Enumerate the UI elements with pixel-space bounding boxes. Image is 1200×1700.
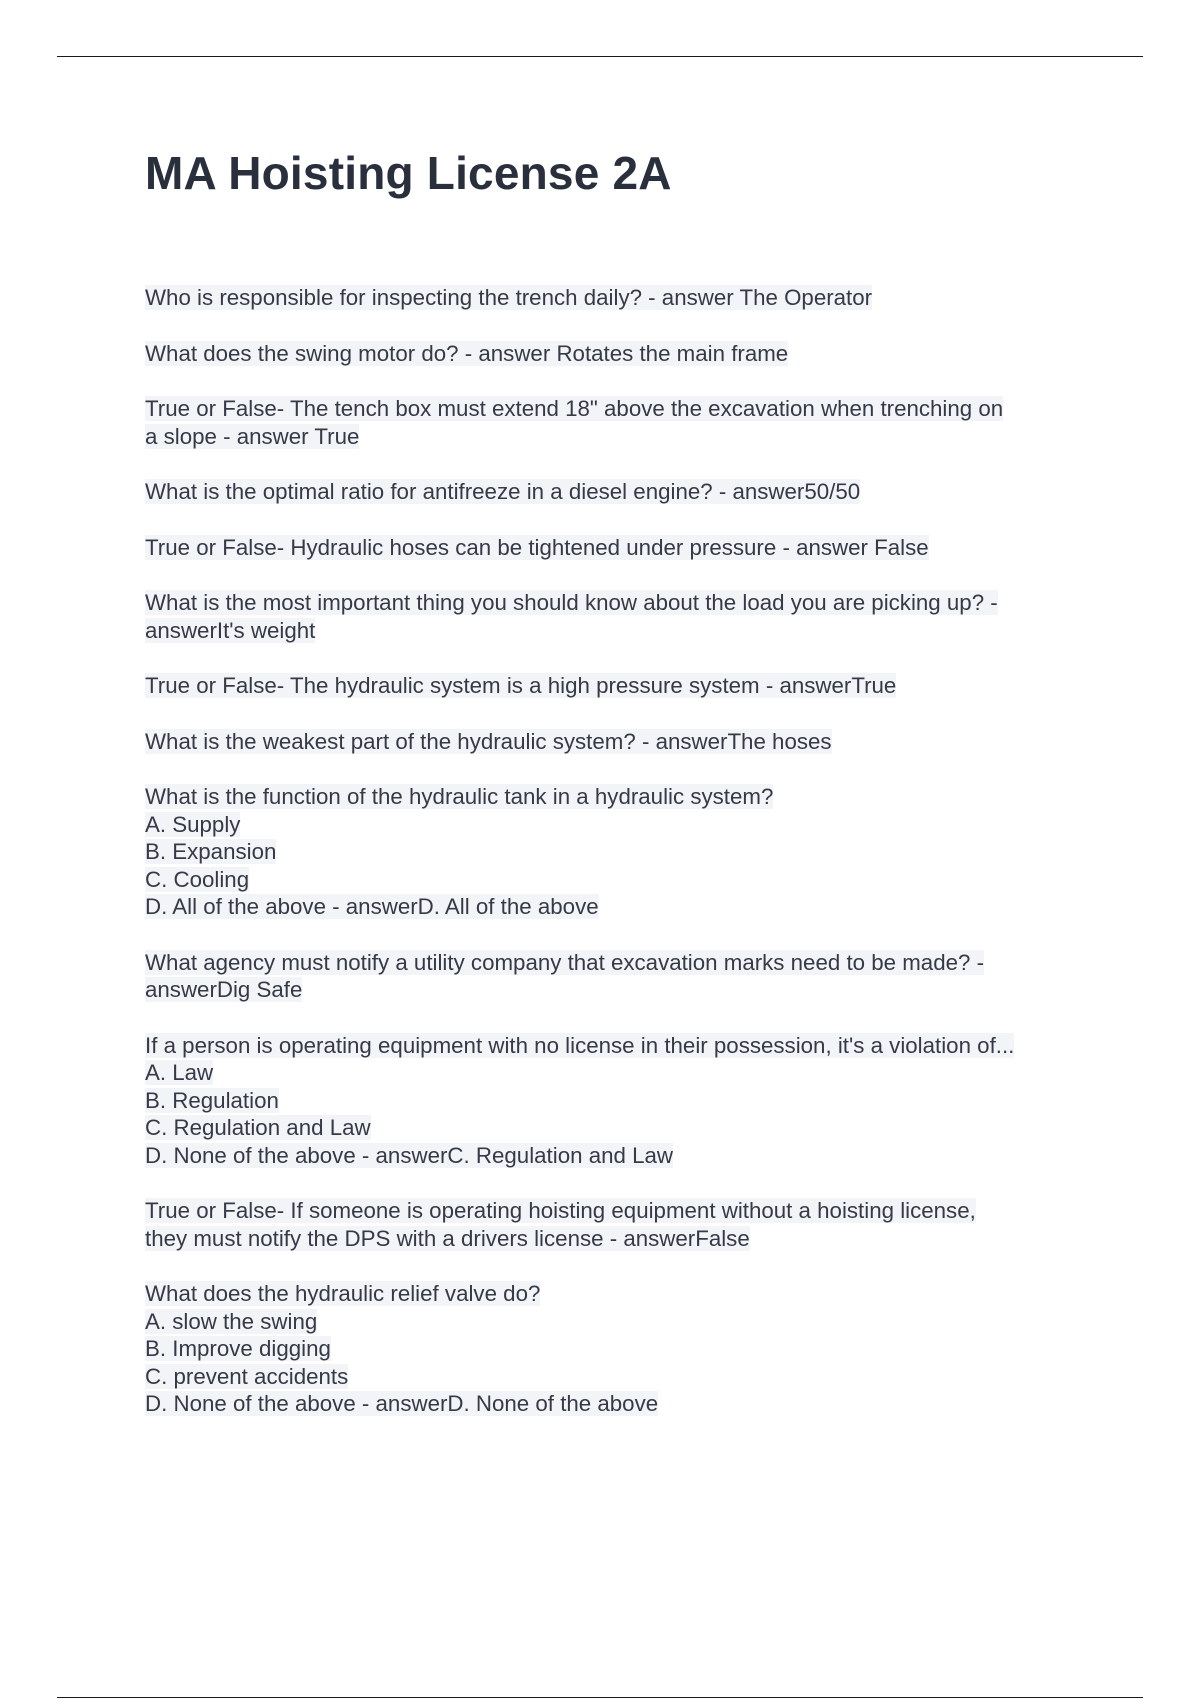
qa-item xyxy=(145,728,1100,756)
qa-line xyxy=(145,1390,1100,1418)
qa-line-text: a slope - answer True xyxy=(145,423,360,449)
qa-line xyxy=(145,284,1100,312)
qa-line-text: B. Expansion xyxy=(145,839,277,864)
qa-line-text: A. Supply xyxy=(145,811,241,837)
qa-line xyxy=(145,423,1100,451)
qa-item xyxy=(145,478,1100,506)
qa-line-text: D. All of the above - answerD. All of the above xyxy=(145,894,599,919)
qa-line-text: What is the most important thing you should know about the load you are picking up? - xyxy=(145,590,998,615)
qa-item xyxy=(145,1032,1100,1170)
qa-line-text: What does the swing motor do? - answer Rotates the main frame xyxy=(145,340,789,366)
qa-line xyxy=(145,866,1100,894)
qa-line xyxy=(145,1059,1100,1087)
qa-line xyxy=(145,1335,1100,1363)
qa-line-text: Who is responsible for inspecting the trench daily? - answer The Operator xyxy=(145,285,873,310)
qa-line xyxy=(145,478,1100,506)
qa-line xyxy=(145,340,1100,368)
qa-line-text: True or False- Hydraulic hoses can be tightened under pressure - answer False xyxy=(145,534,929,560)
qa-line xyxy=(145,1087,1100,1115)
qa-line-text: C. Regulation and Law xyxy=(145,1115,371,1140)
qa-line-text: What is the weakest part of the hydraulic system? - answerThe hoses xyxy=(145,728,832,754)
qa-line-text: What is the function of the hydraulic tank in a hydraulic system? xyxy=(145,784,774,809)
qa-line xyxy=(145,534,1100,562)
header-divider xyxy=(57,56,1143,57)
qa-list xyxy=(145,284,1100,1446)
qa-line-text: D. None of the above - answerC. Regulation and Law xyxy=(145,1142,674,1168)
qa-line xyxy=(145,617,1100,645)
qa-line xyxy=(145,893,1100,921)
qa-item xyxy=(145,395,1100,450)
qa-item xyxy=(145,284,1100,312)
qa-line-text: B. Improve digging xyxy=(145,1336,331,1361)
qa-line-text: What agency must notify a utility company that excavation marks need to be made? - xyxy=(145,949,985,975)
qa-item xyxy=(145,340,1100,368)
qa-item xyxy=(145,1197,1100,1252)
qa-line xyxy=(145,783,1100,811)
qa-line xyxy=(145,1225,1100,1253)
qa-item xyxy=(145,1280,1100,1418)
qa-line xyxy=(145,976,1100,1004)
qa-line-text: What is the optimal ratio for antifreeze in a diesel engine? - answer50/50 xyxy=(145,479,861,504)
qa-line-text: True or False- The hydraulic system is a high pressure system - answerTrue xyxy=(145,673,897,698)
qa-line xyxy=(145,949,1100,977)
qa-line-text: A. slow the swing xyxy=(145,1308,318,1334)
qa-line-text: True or False- If someone is operating hoisting equipment without a hoisting license, xyxy=(145,1198,976,1223)
qa-line xyxy=(145,395,1100,423)
footer-divider xyxy=(57,1697,1143,1698)
qa-item xyxy=(145,672,1100,700)
qa-line-text: answerIt's weight xyxy=(145,617,316,643)
qa-line-text: True or False- The tench box must extend 18" above the excavation when trenching on xyxy=(145,396,1004,421)
qa-line xyxy=(145,1114,1100,1142)
qa-line xyxy=(145,1197,1100,1225)
qa-item xyxy=(145,949,1100,1004)
qa-line xyxy=(145,1308,1100,1336)
qa-line-text: A. Law xyxy=(145,1060,214,1085)
qa-line-text: If a person is operating equipment with no license in their possession, it's a violation of... xyxy=(145,1032,1015,1058)
qa-line xyxy=(145,1280,1100,1308)
qa-line-text: What does the hydraulic relief valve do? xyxy=(145,1281,541,1306)
qa-item xyxy=(145,589,1100,644)
qa-line xyxy=(145,1032,1100,1060)
qa-line-text: they must notify the DPS with a drivers license - answerFalse xyxy=(145,1225,750,1251)
qa-line xyxy=(145,1363,1100,1391)
qa-line-text: answerDig Safe xyxy=(145,977,303,1002)
qa-line xyxy=(145,672,1100,700)
qa-line-text: C. Cooling xyxy=(145,866,250,892)
qa-item xyxy=(145,534,1100,562)
qa-line xyxy=(145,838,1100,866)
qa-line xyxy=(145,589,1100,617)
qa-line-text: C. prevent accidents xyxy=(145,1363,349,1389)
qa-line xyxy=(145,1142,1100,1170)
qa-line-text: D. None of the above - answerD. None of the above xyxy=(145,1391,659,1416)
qa-line xyxy=(145,728,1100,756)
qa-line-text: B. Regulation xyxy=(145,1087,279,1113)
page-title: MA Hoisting License 2A xyxy=(145,147,672,199)
qa-line xyxy=(145,811,1100,839)
qa-item xyxy=(145,783,1100,921)
